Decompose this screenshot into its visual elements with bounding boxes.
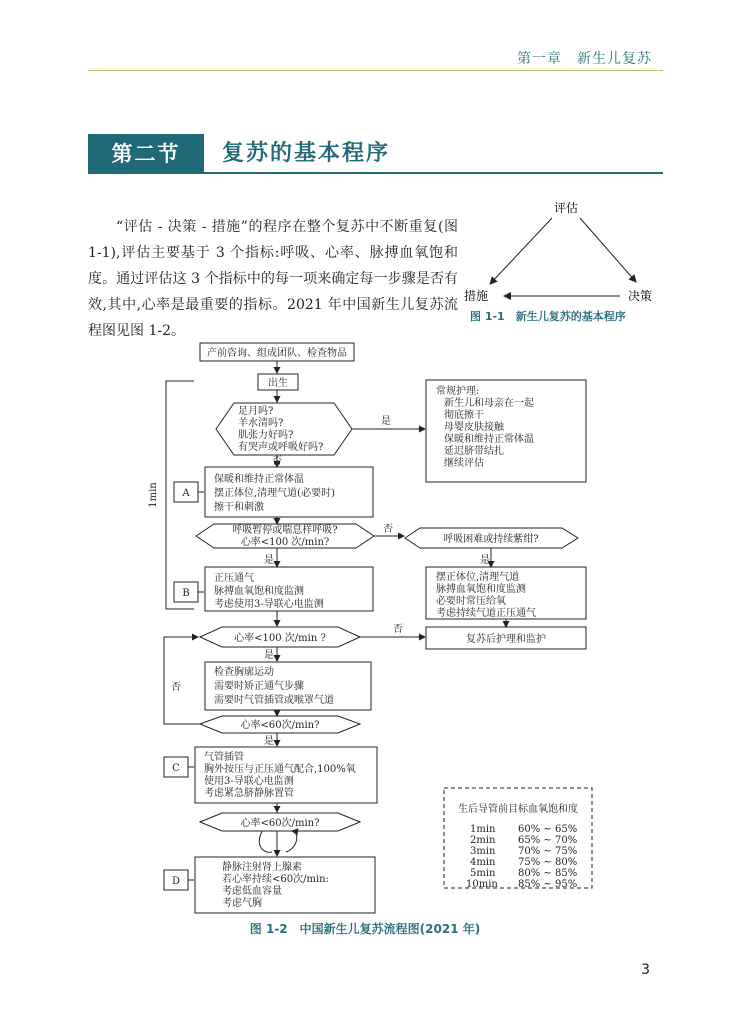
prep-text: 产前咨询、组成团队、检查物品 bbox=[207, 348, 347, 359]
q3-no: 否 bbox=[393, 624, 403, 635]
dys-line-4: 考虑持续气道正压通气 bbox=[436, 608, 536, 619]
c-line-3: 使用3-导联心电监测 bbox=[204, 776, 294, 787]
q5-text: 心率<60次/min? bbox=[240, 818, 320, 829]
dys-line-2: 脉搏血氧饱和度监测 bbox=[436, 584, 526, 595]
routine-line-7: 继续评估 bbox=[444, 458, 484, 469]
routine-line-6: 延迟脐带结扎 bbox=[444, 446, 504, 457]
spo2-val-1: 60% ~ 65% bbox=[518, 824, 578, 835]
c-line-2: 胸外按压与正压通气配合,100%氧 bbox=[204, 764, 356, 775]
triangle-right-label: 决策 bbox=[627, 289, 653, 303]
triangle-left-label: 措施 bbox=[463, 289, 489, 303]
q2-line-1: 呼吸暂停或喘息样呼吸? bbox=[232, 525, 338, 536]
intro-paragraph: “评估 - 决策 - 措施”的程序在整个复苏中不断重复(图 1-1),评估主要基于 3 个指标:呼吸、心率、脉搏血氧饱和度。通过评估这 3 个指标中的每一项来确定每一步骤是否有效,其中,心率是最重要的指标。2021 年中国新生儿复苏流程图见图 1-2。 bbox=[88, 219, 458, 339]
dyspnea-question: 呼吸困难或持续紫绀? bbox=[443, 534, 539, 545]
chapter-header: 第一章 新生儿复苏 bbox=[517, 51, 652, 67]
page-number: 3 bbox=[641, 962, 650, 978]
step-B-letter: B bbox=[182, 588, 190, 599]
q1-line-2: 羊水清吗? bbox=[238, 418, 284, 429]
step-D-letter: D bbox=[171, 876, 181, 887]
q2-yes: 是 bbox=[264, 555, 274, 566]
section-number: 第二节 bbox=[88, 134, 204, 172]
q1-yes: 是 bbox=[381, 416, 391, 427]
spo2-val-3: 70% ~ 75% bbox=[518, 846, 578, 857]
check-line-1: 检查胸廓运动 bbox=[214, 667, 274, 678]
d-line-4: 考虑气胸 bbox=[222, 898, 262, 909]
spo2-val-2: 65% ~ 70% bbox=[518, 835, 578, 846]
step-A-letter: A bbox=[182, 488, 190, 499]
q1-line-1: 足月吗? bbox=[238, 406, 274, 417]
d-line-1: 静脉注射肾上腺素 bbox=[222, 862, 302, 873]
figure-1-2-caption: 图 1-2 中国新生儿复苏流程图(2021 年) bbox=[249, 922, 481, 936]
triangle-top-label: 评估 bbox=[553, 201, 579, 215]
c-line-4: 考虑紧急脐静脉置管 bbox=[204, 788, 294, 799]
q1-no: 否 bbox=[272, 456, 282, 467]
b-line-1: 正压通气 bbox=[214, 573, 254, 584]
d-line-2: 若心率持续<60次/min: bbox=[222, 874, 329, 885]
dys-line-1: 摆正体位,清理气道 bbox=[436, 572, 520, 583]
q2-line-2: 心率<100 次/min? bbox=[240, 537, 330, 548]
step-C-letter: C bbox=[172, 763, 180, 774]
spo2-time-6: 10min bbox=[466, 879, 498, 890]
q3-text: 心率<100 次/min ? bbox=[234, 633, 326, 644]
routine-line-1: 常规护理: bbox=[436, 386, 480, 397]
check-line-2: 需要时矫正通气步骤 bbox=[214, 681, 304, 692]
loop-no: 否 bbox=[171, 682, 181, 693]
a-line-3: 擦干和刺激 bbox=[214, 502, 264, 513]
spo2-time-2: 2min bbox=[470, 835, 496, 846]
section-title: 复苏的基本程序 bbox=[222, 140, 391, 166]
spo2-time-3: 3min bbox=[470, 846, 496, 857]
q4-yes: 是 bbox=[264, 736, 274, 747]
figure-1-1-caption: 图 1-1 新生儿复苏的基本程序 bbox=[470, 310, 626, 323]
routine-line-2: 新生儿和母亲在一起 bbox=[444, 398, 534, 409]
post-care-text: 复苏后护理和监护 bbox=[466, 634, 546, 645]
q3-yes: 是 bbox=[264, 650, 274, 661]
b-line-2: 脉搏血氧饱和度监测 bbox=[214, 586, 304, 597]
spo2-title: 生后导管前目标血氧饱和度 bbox=[458, 804, 578, 815]
routine-line-4: 母婴皮肤接触 bbox=[444, 422, 504, 433]
b-line-3: 考虑使用3-导联心电监测 bbox=[214, 599, 324, 610]
dyspnea-yes: 是 bbox=[480, 555, 490, 566]
c-line-1: 气管插管 bbox=[204, 752, 244, 763]
d-line-3: 考虑低血容量 bbox=[222, 886, 282, 897]
q1-line-3: 肌张力好吗? bbox=[238, 430, 294, 441]
q2-no: 否 bbox=[383, 524, 393, 535]
birth-text: 出生 bbox=[268, 378, 288, 389]
loop-back-arrow bbox=[164, 637, 200, 724]
spo2-time-1: 1min bbox=[470, 824, 496, 835]
one-minute-label: 1min bbox=[148, 482, 159, 508]
a-line-1: 保暖和维持正常体温 bbox=[214, 474, 304, 485]
spo2-time-5: 5min bbox=[470, 868, 496, 879]
check-line-3: 需要时气管插管或喉罩气道 bbox=[214, 695, 334, 706]
q4-text: 心率<60次/min? bbox=[240, 720, 320, 731]
dys-line-3: 必要时常压给氧 bbox=[436, 596, 506, 607]
routine-line-5: 保暖和维持正常体温 bbox=[444, 434, 534, 445]
one-minute-bracket bbox=[166, 381, 194, 609]
spo2-val-6: 85% ~ 95% bbox=[518, 879, 578, 890]
routine-line-3: 彻底擦干 bbox=[444, 410, 484, 421]
q1-line-4: 有哭声或呼吸好吗? bbox=[238, 442, 324, 453]
spo2-time-4: 4min bbox=[470, 857, 496, 868]
spo2-val-4: 75% ~ 80% bbox=[518, 857, 578, 868]
spo2-val-5: 80% ~ 85% bbox=[518, 868, 578, 879]
a-line-2: 摆正体位,清理气道(必要时) bbox=[214, 488, 335, 499]
